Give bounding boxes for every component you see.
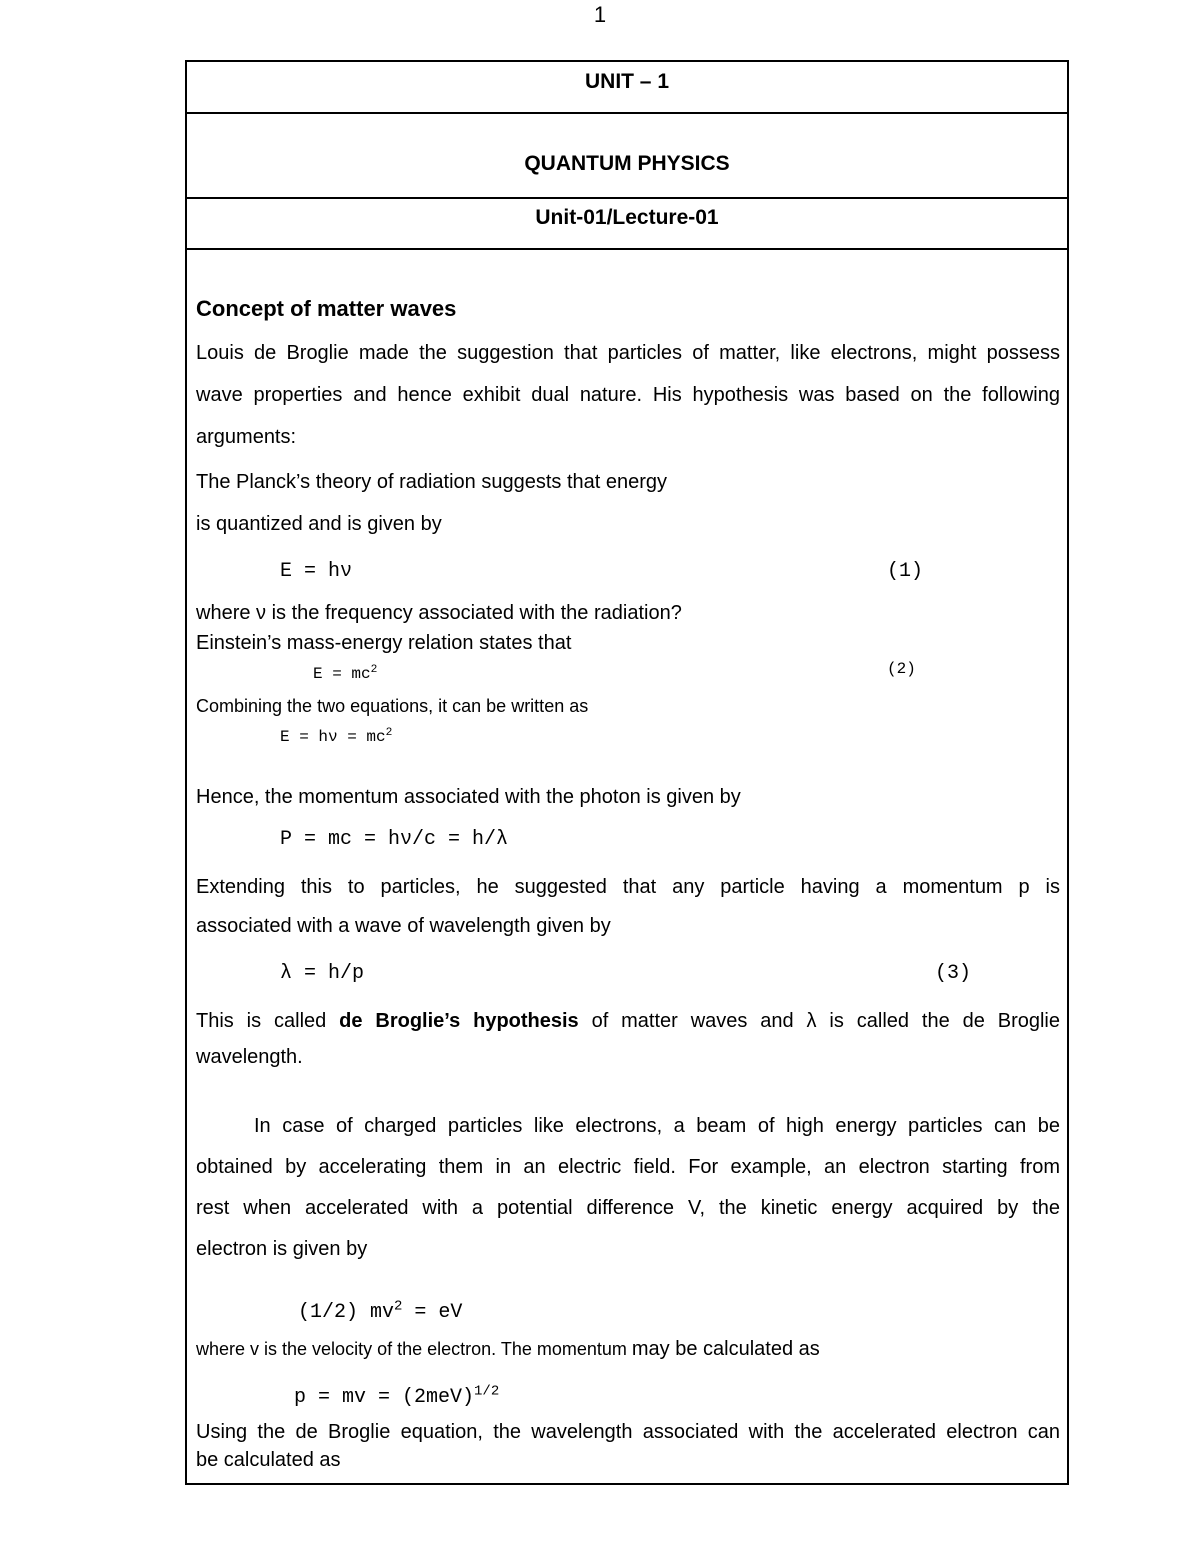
unit-title: QUANTUM PHYSICS [187,114,1067,199]
equation-combined [280,728,392,746]
paragraph-line: wavelength. [196,1046,303,1068]
paragraph-line: obtained by accelerating them in an electric field. For example, an electron starting from [196,1156,1060,1178]
equation-2-base: E = mc [313,665,371,683]
equation-2-exponent: 2 [370,663,378,676]
paragraph-line: Using the de Broglie equation, the wavelength associated with the accelerated electron can [196,1421,1060,1443]
equation-momentum-base: p = mv = (2meV) [294,1386,475,1409]
paragraph-line [196,1338,1060,1361]
equation-3: λ = h/p [280,962,365,985]
equation-electron-momentum [294,1383,500,1409]
paragraph-line: electron is given by [196,1238,368,1260]
equation-momentum-photon: P = mc = hν/c = h/λ [280,828,509,851]
equation-number: (3) [935,962,972,985]
equation-kinetic-energy [298,1298,463,1324]
text-span: may be calculated as [631,1338,820,1360]
unit-header: UNIT – 1 [187,62,1067,114]
equation-combined-exponent: 2 [385,726,393,739]
paragraph-line: be calculated as [196,1449,341,1471]
equation-number: (1) [887,560,924,583]
paragraph-line: In case of charged particles like electrons, a beam of high energy particles can be [254,1115,1060,1137]
paragraph-line: is quantized and is given by [196,513,442,535]
equation-combined-base: E = hν = mc [280,728,386,746]
text-span: of matter waves and λ is called the de Broglie [578,1010,1060,1032]
equation-1: E = hν [280,560,353,583]
section-title: Concept of matter waves [196,296,457,321]
text-span: where v is the velocity of the electron. The momentum [196,1339,632,1359]
page-number: 1 [593,2,607,27]
paragraph-line: associated with a wave of wavelength given by [196,915,611,937]
paragraph-line: Combining the two equations, it can be written as [196,696,589,716]
paragraph-line: Louis de Broglie made the suggestion that particles of matter, like electrons, might possess [196,342,1060,364]
equation-ke-left: (1/2) mv [298,1301,395,1324]
paragraph-line: rest when accelerated with a potential difference V, the kinetic energy acquired by the [196,1197,1060,1219]
paragraph-line: Hence, the momentum associated with the photon is given by [196,786,741,808]
equation-2 [313,665,377,683]
paragraph-line: The Planck’s theory of radiation suggests that energy [196,471,668,493]
lecture-label: Unit-01/Lecture-01 [187,199,1067,250]
equation-ke-right: = eV [402,1301,463,1324]
paragraph-line: arguments: [196,426,297,448]
paragraph-line [196,1010,1060,1033]
equation-ke-exponent: 2 [394,1298,403,1315]
paragraph-line: where ν is the frequency associated with the radiation? [196,602,682,624]
bold-term: de Broglie’s hypothesis [339,1010,579,1032]
paragraph-line: Extending this to particles, he suggested that any particle having a momentum p is [196,876,1060,898]
text-span: This is called [196,1010,340,1032]
paragraph-line: Einstein’s mass-energy relation states that [196,632,572,654]
lecture-frame [185,60,1069,1485]
equation-momentum-exponent: 1/2 [474,1383,500,1400]
equation-number: (2) [887,660,916,678]
paragraph-line: wave properties and hence exhibit dual nature. His hypothesis was based on the following [196,384,1060,406]
